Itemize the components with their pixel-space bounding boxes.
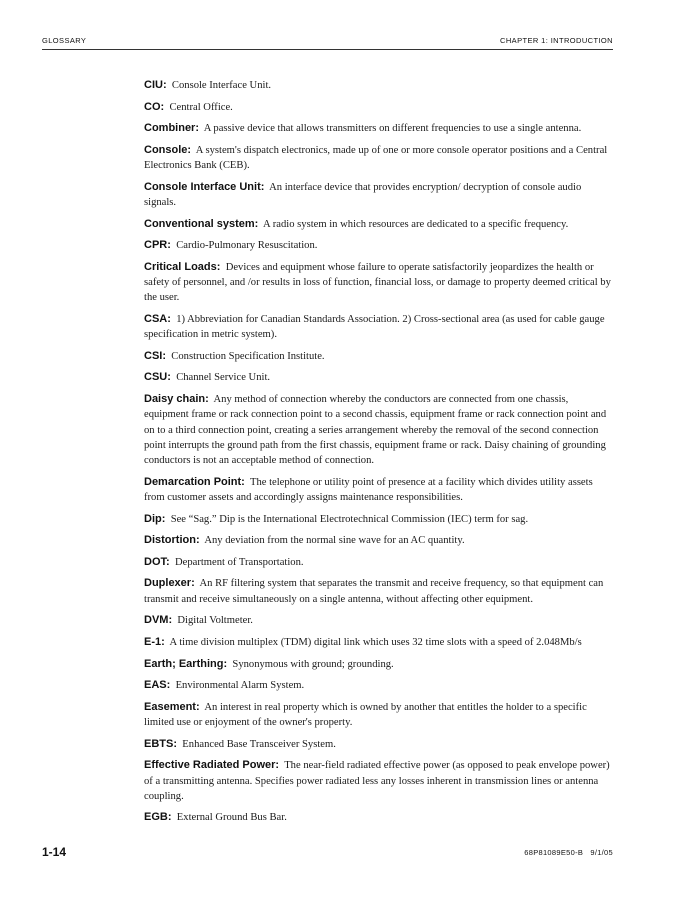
glossary-entry [144,700,614,731]
glossary-entry [144,810,614,825]
glossary-definition: An RF filtering system that separates the transmit and receive frequency, so that equipment can transmit and receive simultaneously on a single antenna, without affecting other equipment. [144,578,604,605]
glossary-entry [144,217,614,232]
glossary-entry [144,100,614,115]
glossary-entry [144,121,614,136]
glossary-definition: 1) Abbreviation for Canadian Standards Association. 2) Cross-sectional area (as used for cable gauge specification in metric system). [144,313,605,341]
glossary-entry [144,576,614,607]
glossary-definition: See “Sag.” Dip is the International Electrotechnical Commission (IEC) term for sag. [170,513,529,525]
glossary-entry [144,392,614,468]
glossary-term: Easement: [144,700,200,713]
glossary-entry [144,555,614,570]
glossary-term: EGB: [144,811,172,824]
glossary-definition: A radio system in which resources are dedicated to a specific frequency. [263,218,569,230]
glossary-definition: Central Office. [169,101,233,113]
header-section-title: GLOSSARY [42,36,87,45]
glossary-definition: Console Interface Unit. [171,80,272,91]
header-chapter-title: CHAPTER 1: INTRODUCTION [500,36,613,45]
glossary-term: Critical Loads: [144,260,221,273]
glossary-definition: A system's dispatch electronics, made up of one or more console operator positions and a Central Electronics Bank (CEB). [144,144,608,172]
glossary-entry [144,180,614,211]
glossary-entry [144,238,614,253]
glossary-term: Distortion: [144,534,200,547]
glossary-definition: Synonymous with ground; grounding. [232,658,394,670]
glossary-entry [144,758,614,804]
glossary-entry [144,533,614,548]
glossary-entry [144,635,614,650]
glossary-entry [144,475,614,506]
header-rule [42,49,613,50]
glossary-term: E-1: [144,635,165,648]
page-header [42,36,613,45]
glossary-definition: Any method of connection whereby the conductors are connected from one chassis, equipment frame or rack connection point to a second chassis, equipment frame or rack connection point and on to a third connection point, creating a series arrangement whereby the removal of the second connection point interrupts the ground path from the first chassis, equipment frame or rack. Daisy chaining of grounding conductors is not an acceptable method of connection. [144,394,607,467]
glossary-entries [144,78,614,832]
glossary-term: DVM: [144,614,173,627]
glossary-entry [144,613,614,628]
glossary-definition: The near-field radiated effective power (as opposed to peak envelope power) of a transmitting antenna. Specifies power radiated less any losses inherent in transmission lines or antenna coupling. [144,760,610,802]
glossary-definition: Enhanced Base Transceiver System. [182,738,336,750]
glossary-definition: Channel Service Unit. [176,372,271,384]
glossary-term: CSA: [144,312,171,325]
glossary-entry [144,312,614,343]
glossary-term: EBTS: [144,737,177,750]
glossary-definition: Any deviation from the normal sine wave for an AC quantity. [204,535,465,547]
glossary-term: CPR: [144,239,171,252]
document-id: 68P81089E50-B 9/1/05 [524,848,613,857]
glossary-entry [144,370,614,385]
glossary-definition: Cardio-Pulmonary Resuscitation. [176,240,318,252]
glossary-term: Earth; Earthing: [144,657,228,670]
glossary-definition: Department of Transportation. [174,556,304,568]
glossary-term: Conventional system: [144,217,259,230]
glossary-term: EAS: [144,679,171,692]
glossary-term: Console: [144,143,192,156]
glossary-entry [144,349,614,364]
glossary-term: Effective Radiated Power: [144,759,280,772]
glossary-entry [144,143,614,174]
glossary-term: CO: [144,100,165,113]
glossary-definition: A time division multiplex (TDM) digital link which uses 32 time slots with a speed of 2.048Mb/s [169,636,582,648]
glossary-term: CSU: [144,371,171,384]
glossary-term: CIU: [144,79,167,91]
glossary-definition: Construction Specification Institute. [171,350,325,362]
glossary-entry [144,512,614,527]
glossary-term: CSI: [144,349,166,362]
glossary-term: Console Interface Unit: [144,180,265,193]
glossary-definition: An interest in real property which is owned by another that entitles the holder to a specific limited use or enjoyment of the owner's property. [144,701,587,729]
glossary-term: Daisy chain: [144,393,209,406]
glossary-definition: An interface device that provides encryption/ decryption of console audio signals. [144,181,582,208]
glossary-entry [144,678,614,693]
glossary-entry [144,260,614,306]
glossary-entry [144,78,614,93]
glossary-definition: External Ground Bus Bar. [176,812,287,824]
glossary-term: Dip: [144,512,166,525]
glossary-definition: Environmental Alarm System. [175,680,305,692]
glossary-term: DOT: [144,555,170,568]
glossary-entry [144,657,614,672]
glossary-definition: The telephone or utility point of presence at a facility which divides utility assets from customer assets and accordingly assigns maintenance responsibilities. [144,476,593,504]
page-number: 1-14 [42,845,67,859]
glossary-term: Duplexer: [144,577,195,590]
glossary-definition: Digital Voltmeter. [177,615,253,627]
glossary-entry [144,737,614,752]
glossary-definition: A passive device that allows transmitters on different frequencies to use a single antenna. [203,123,582,135]
glossary-definition: Devices and equipment whose failure to operate satisfactorily jeopardizes the health or safety of personnel, and /or results in loss of function, financial loss, or damage to property deemed critical by the user. [144,261,611,304]
glossary-term: Demarcation Point: [144,475,245,488]
glossary-term: Combiner: [144,122,199,135]
